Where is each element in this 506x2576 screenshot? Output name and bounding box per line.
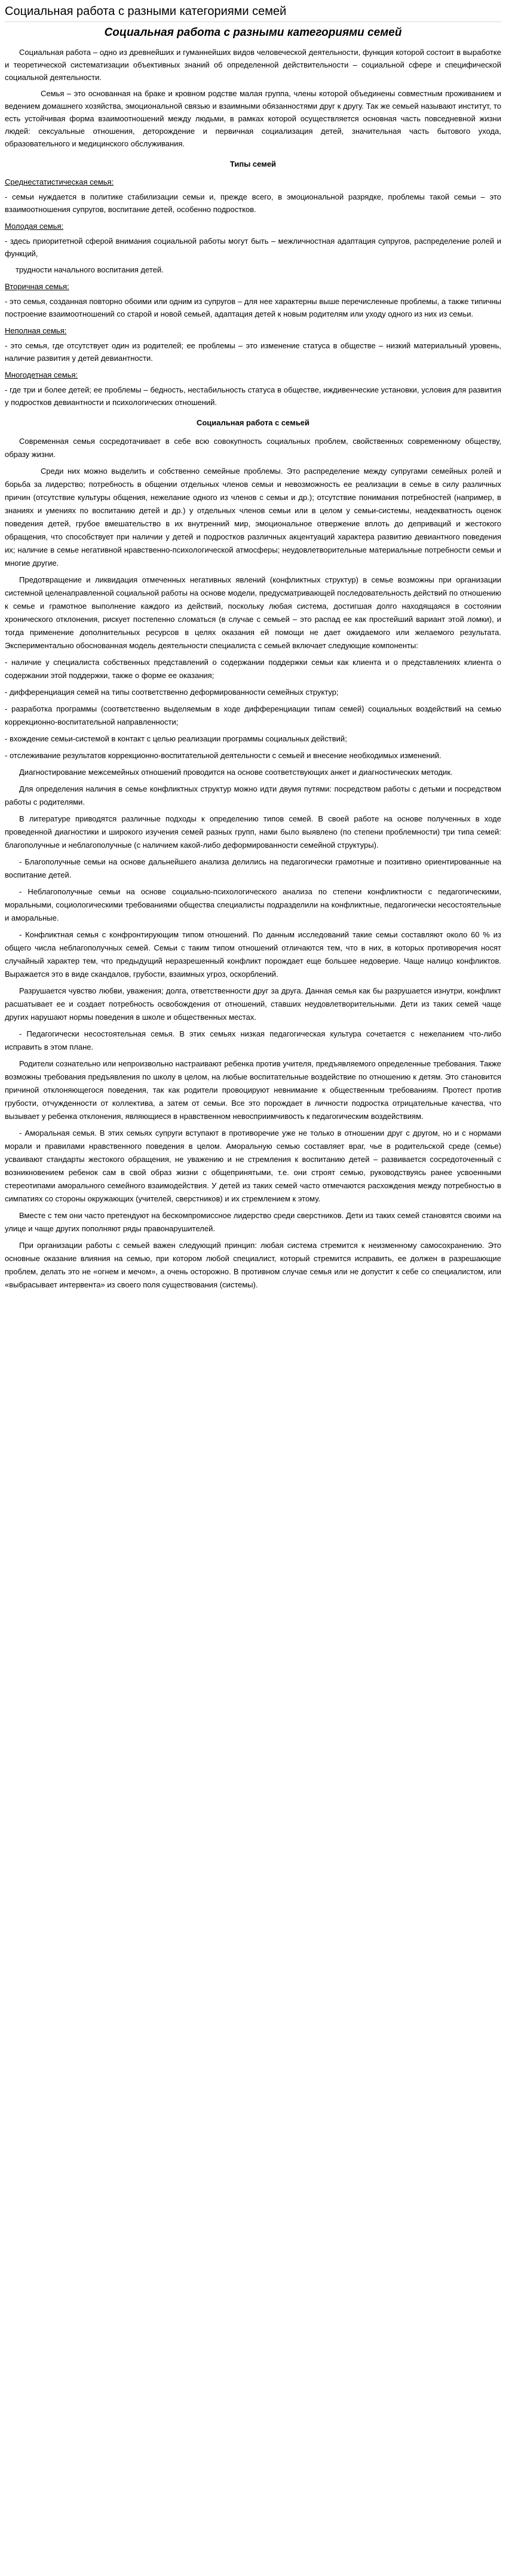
body-paragraph: - Неблагополучные семьи на основе социально-психологического анализа по степени конфликтности с педагогическими, моральными, социологическими требованиями общества специалисты подразделили на конфликтные, педагогически несостоятельные и аморальные. [5, 887, 501, 922]
body-paragraph: Среди них можно выделить и собственно семейные проблемы. Это распределение между супругами семейных ролей и борьба за лидерство; потребность в общении отдельных членов семьи и невозможность ее реализации в семье в силу различных причин (отсутствие культуры общения, нежелание одного из членов с семьи и др.); отсутствие понимания потребностей (например, в знаниях и умениях по воспитанию детей и др.) у отдельных членов семьи или в целом у семьи-системы, неадекватность оценок поведения детей, грубое вмешательство в их внутренний мир, эмоциональное отвержение вплоть до деприваций и жестокого обращения, что способствует при наличии у детей и подростков различных акцентуаций характера развитию девиантного поведения их; наличие в семье негативной нравственно-психологической атмосферы; неудовлетворительные материальные потребности семьи и многие другие. [5, 467, 501, 568]
type-label: Молодая семья: [5, 222, 64, 231]
body-paragraph: Диагностирование межсемейных отношений проводится на основе соответствующих анкет и диагностических методик. [19, 768, 453, 777]
body-paragraph: Родители сознательно или непроизвольно настраивают ребенка против учителя, предъявляемого определенные требования. Также возможны требования предъявления по школу в целом, на любые воспитательные воздействие по отношению к детям. Это становится причиной отклоняющегося поведения, так как родители провоцируют невнимание к общественным требованиям. Протест против грубости, отчужденности от коллектива, а затем от семьи. Все это порождает в личности подростка отрицательные качества, что вызывает у ребенка отклонения, являющиеся в нравственном невосприимчивость к педагогическим воздействиям. [5, 1059, 501, 1121]
list-item: - отслеживание результатов коррекционно-воспитательной деятельности с семьей и внесение необходимых изменений. [5, 751, 441, 760]
type-description: - это семья, созданная повторно обоими или одним из супругов – для нее характерны выше перечисленные проблемы, а также типичны построение взаимоотношений со старой и новой семьей, адаптация детей к новым родителям или уходу одного из них из семьи. [5, 297, 501, 318]
intro-paragraph: Социальная работа – одно из древнейших и гуманнейших видов человеческой деятельности, функция которой состоит в выработке и теоретической систематизации объективных знаний об определенной действительности – социальной сфере и специфической социальной деятельности. [5, 48, 501, 82]
list-item: - разработка программы (соответственно выделяемым в ходе дифференциации типам семей) социальных воздействий на семью коррекционно-воспитательной направленности; [5, 704, 501, 726]
type-description: - здесь приоритетной сферой внимания социальной работы могут быть – межличностная адаптация супругов, распределение ролей и функций, [5, 237, 501, 258]
type-label: Вторичная семья: [5, 282, 69, 291]
type-label: Среднестатистическая семья: [5, 177, 114, 186]
body-paragraph: Современная семья сосредотачивает в себе всю совокупность социальных проблем, свойственных современному обществу, образу жизни. [5, 437, 501, 459]
type-label: Многодетная семья: [5, 370, 78, 379]
type-description: трудности начального воспитания детей. [16, 265, 164, 274]
type-description: - это семья, где отсутствует один из родителей; ее проблемы – это изменение статуса в обществе – низкий материальный уровень, наличие развития у детей девиантности. [5, 341, 501, 363]
type-label: Неполная семья: [5, 326, 67, 335]
type-description: - где три и более детей; ее проблемы – бедность, нестабильность статуса в обществе, иждивенческие установки, условия для развития у подростков девиантности и психологических отношений. [5, 385, 501, 407]
document-title: Социальная работа с разными категориями семей [104, 26, 402, 39]
body-paragraph: Предотвращение и ликвидация отмеченных негативных явлений (конфликтных структур) в семье возможны при организации системной целенаправленной социальной работы на основе модели, предусматривающей последовательность действий по отношению к семье и грамотное выполнение каждого из действий, поскольку любая система, достигшая долго находящаяся в состоянии хронического отклонения, рискует постепенно сломаться (в случае с семьей – это распад ее как простейший вариант этой ломки), и тогда применение дополнительных ресурсов в целях оказания ей помощи не дает ожидаемого или желаемого результата. Экспериментально обоснованная модель деятельности специалиста с семьей включает следующие компоненты: [5, 575, 501, 650]
type-description: - семьи нуждается в политике стабилизации семьи и, прежде всего, в эмоциональной разрядке, проблемы такой семьи – это взаимоотношения супругов, воспитание детей, особенно подростков. [5, 192, 501, 214]
body-paragraph: - Благополучные семьи на основе дальнейшего анализа делились на педагогически грамотные и позитивно ориентированные на воспитание детей. [5, 857, 501, 879]
body-paragraph: Вместе с тем они часто претендуют на бескомпромиссное лидерство среди сверстников. Дети из таких семей становятся своими на улице и чаще других пополняют ряды правонарушителей. [5, 1211, 501, 1233]
list-item: - дифференциация семей на типы соответственно деформированности семейных структур; [5, 688, 339, 697]
section-heading-types: Типы семей [229, 160, 277, 168]
intro-paragraph: Семья – это основанная на браке и кровном родстве малая группа, члены которой объединены совместным проживанием и ведением домашнего хозяйства, эмоциональной связью и взаимными обязанностями друг к другу. Так же семьей называют институт, то есть устойчивая форма взаимоотношений между людьми, в рамках которой осуществляется основная часть повседневной жизни людей: сексуальные отношения, деторождение и первичная социализация детей, значительная часть бытового ухода, образовательного и медицинского обслуживания. [5, 89, 501, 148]
page-title: Социальная работа с разными категориями семей [5, 4, 501, 22]
body-paragraph: - Конфликтная семья с конфронтирующим типом отношений. По данным исследований такие семьи составляют около 60 % из общего числа неблагополучных семей. Семьи с таким типом отношений отличаются тем, что в них, в которых противоречия носят случайный характер тем, что предыдущий неразрешенный конфликт порождает еще большее недоверие. Чаще налицо конфликтов. Выражается это в виде скандалов, грубости, взаимных угроз, оскорблений. [5, 930, 501, 979]
body-paragraph: - Педагогически несостоятельная семья. В этих семьях низкая педагогическая культура сочетается с нежеланием что-либо исправить в этом плане. [5, 1029, 501, 1051]
body-paragraph: Для определения наличия в семье конфликтных структур можно идти двумя путями: посредством работы с детьми и посредством работы с родителями. [5, 784, 501, 806]
body-paragraph: При организации работы с семьей важен следующий принцип: любая система стремится к неизменному самосохранению. Это основные оказание влияния на семью, при котором любой специалист, который стремится исправить, ее должен в разрешающие проблем, делать это не «огнем и мечом», а очень осторожно. В противном случае семья или не допустит к себе со специалистом, или «выбрасывает интервента» из своего поля существования (системы). [5, 1241, 501, 1289]
section-heading-work: Социальная работа с семьей [196, 418, 310, 427]
list-item: - вхождение семьи-системой в контакт с целью реализации программы социальных действий; [5, 734, 347, 743]
body-paragraph: В литературе приводятся различные подходы к определению типов семей. В своей работе на основе полученных в ходе проведенной диагностики и широкого изучения семей разных групп, нами было выявлено (по степени проблемности) три типа семей: благополучные и неблагополучные (с наличием какой-либо деформированности семейной структуры). [5, 814, 501, 850]
body-paragraph: Разрушается чувство любви, уважения; долга, ответственности друг за друга. Данная семья как бы разрушается изнутри, конфликт расшатывает ее и создает потребность освобождения от отношений, ставших неудовлетворительными. Дети из таких семей чаще других нарушают нормы поведения в школе и общественных местах. [5, 986, 501, 1022]
list-item: - наличие у специалиста собственных представлений о содержании поддержки семьи как клиента и о представлениях клиента о содержании этой поддержки, также о форме ее оказания; [5, 658, 501, 680]
body-paragraph: - Аморальная семья. В этих семьях супруги вступают в противоречие уже не только в отношении друг с другом, но и с нормами морали и правилами нравственного поведения в целом. Аморальную семью составляет враг, чье в родительской среде (семье) усваивают стандарты жестокого обращения, не уважению и не стремления к воспитанию детей – развивается сосредоточенный с возникновением ребенок сам в свой образ жизни с общепринятыми, т.е. они строят семью, руководствуясь ранее усвоенными стереотипами аморального семейного взаимодействия. У детей из таких семей часто отмечаются расхождения между потребностью в симпатиях со стороны окружающих (учителей, сверстников) и их стремлением к этому. [5, 1128, 501, 1203]
